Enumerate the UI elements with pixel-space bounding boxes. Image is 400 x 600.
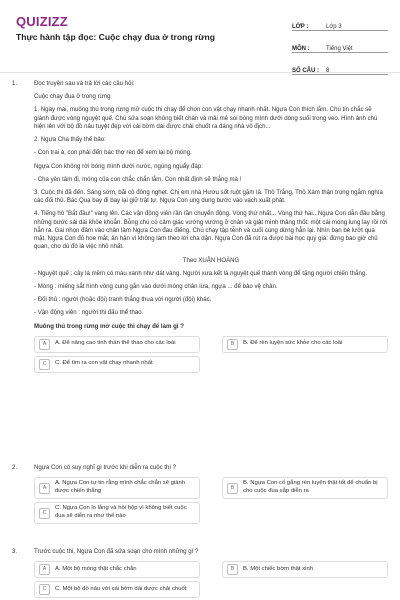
question-number: 3. (12, 548, 18, 555)
answer-option-b[interactable] (222, 336, 388, 353)
answer-options (34, 561, 388, 600)
answer-options (34, 477, 388, 527)
answer-option-b[interactable] (222, 477, 388, 499)
question-body (34, 464, 388, 527)
meta-label: MÔN : (292, 46, 310, 52)
quizizz-logo: QUIZIZZ (16, 14, 68, 29)
glossary-item: - Móng : miếng sắt hình vòng cung gắn vào dưới móng chân lừa, ngựa ... để bảo vệ chân. (34, 282, 278, 290)
meta-row-grade (292, 12, 388, 31)
question-text: Trước cuộc thi, Ngựa Con đã sửa soạn cho mình những gì ? (34, 548, 199, 555)
story-paragraph: 1. Ngày mai, muông thú trong rừng mở cuộc thi chạy để chọn con vật chạy nhanh nhất. Ngựa Con thích lắm. Chú tin chắc sẽ giành được vòng nguyệt quế. Chú sửa soạn không biết chán và mải mê soi bóng mình dưới dòng suối trong veo. Hình ảnh chú hiện lên với bộ đồ nâu tuyệt đẹp với cái bờm dài được chải chuốt ra dáng nhà vô địch... (34, 106, 378, 130)
option-text: C. Để tìm ra con vật chạy nhanh nhất (55, 360, 153, 367)
glossary-item: - Đối thủ : người (hoặc đội) tranh thắng thua với người (đội) khác. (34, 296, 212, 304)
option-text: C. Một bộ đồ nâu với cái bờm dài được chải chuốt (55, 585, 187, 592)
option-letter: B (227, 564, 238, 575)
story-paragraph: - Con trai à, con phải đến bác thợ rèn để xem lại bộ móng. (34, 149, 192, 157)
story-paragraph: Ngựa Con không rời bóng mình dưới nước, ngúng nguẩy đáp: (34, 162, 203, 170)
option-text: C. Ngựa Con lo lắng và hồi hộp vì không biết cuộc đua sẽ diễn ra như thế nào (55, 505, 187, 520)
story-paragraph: 4. Tiếng hô "Bắt đầu!" vang lên. Các vận động viên rần rần chuyển động. Vòng thứ nhất... Vòng thứ hai...Ngựa Con dẫn đầu bằng những bước sải dài khỏe khoắn. Bỗng chú có cảm giác vướng vướng ở chân và giật mình thảng thốt: một cái móng lung lay rồi rời hẳn ra. Gai nhọn đâm vào chân làm Ngựa Con đau điếng. Chú chạy tập tễnh và cuối cùng dừng hẳn lại. Nhìn bạn bè lướt qua mặt, Ngựa Con đỏ hoe mắt, ân hận vì không làm theo lời cha dặn. Ngựa Con đã rút ra được bài học quý giá: đừng bao giờ chủ quan, cho dù đó là việc nhỏ nhất. (34, 210, 388, 251)
meta-label: SỐ CÂU : (292, 68, 319, 74)
meta-row-count (292, 56, 388, 75)
option-text: A. Ngựa Con tự tin rằng mình chắc chắn sẽ giành được chiến thắng (55, 480, 186, 495)
meta-label: LỚP : (292, 24, 309, 30)
answer-options (34, 336, 388, 376)
instruction-text: Đọc truyện sau và trả lời các câu hỏi: (34, 80, 135, 87)
question-text: Ngựa Con có suy nghĩ gì trước khi diễn ra cuộc thi ? (34, 464, 176, 471)
question-number: 2. (12, 464, 18, 471)
worksheet-title: Thực hành tập đọc: Cuộc chạy đua ở trong rừng (16, 32, 216, 42)
worksheet-meta (292, 12, 388, 78)
story-paragraph: - Cha yên tâm đi, móng của con chắc chắn lắm. Con nhất định sẽ thắng mà ! (34, 175, 242, 183)
answer-option-c[interactable] (34, 581, 200, 598)
glossary-item: - Nguyệt quế : cây lá mềm có màu xanh như dát vàng. Người xưa kết lá nguyệt quế thành vòng để tặng người chiến thắng. (34, 269, 367, 277)
meta-value: Lớp 3 (326, 24, 342, 30)
option-letter: B (227, 339, 238, 350)
answer-option-b[interactable] (222, 561, 388, 578)
option-text: B. Để rèn luyện sức khỏe cho các loài (243, 340, 343, 347)
option-letter: C (39, 584, 50, 595)
option-text: B. Một chiếc bờm thật xinh (243, 565, 313, 572)
question-number: 1. (12, 80, 18, 87)
meta-value: 8 (326, 68, 330, 74)
answer-option-c[interactable] (34, 502, 200, 524)
question-body (34, 80, 388, 376)
glossary-item: - Vận động viên : người thi đấu thể thao. (34, 309, 144, 317)
answer-option-a[interactable] (34, 561, 200, 578)
option-text: A. Một bộ móng thật chắc chắn (55, 565, 137, 572)
option-letter: B (227, 483, 238, 494)
option-letter: A (39, 339, 50, 350)
option-letter: C (39, 508, 50, 519)
option-letter: A (39, 564, 50, 575)
worksheet-header (0, 0, 400, 73)
answer-option-c[interactable] (34, 356, 200, 373)
meta-row-subject (292, 34, 388, 53)
answer-option-a[interactable] (34, 336, 200, 353)
option-text: B. Ngựa Con cố gắng rèn luyện thật tốt để chuẩn bị cho cuộc đua sắp diễn ra (243, 480, 378, 495)
story-title: Cuộc chạy đua ở trong rừng (34, 93, 111, 101)
story-author: Theo XUÂN HOÀNG (182, 256, 240, 264)
answer-option-a[interactable] (34, 477, 200, 499)
story-paragraph: 3. Cuộc thi đã đến. Sáng sớm, bãi cỏ đông nghẹt. Chị em nhà Hươu sốt ruột gặm lá. Thỏ Trắng, Thỏ Xám thận trọng ngắm nghía các đối thủ. Bác Quạ bay đi bay lại giữ trật tự. Ngựa Con ung dung bước vào vạch xuất phát. (34, 188, 383, 205)
meta-value: Tiếng Việt (326, 46, 353, 52)
option-text: A. Để nâng cao tinh thần thể thao cho các loài (55, 340, 176, 347)
question-body (34, 548, 388, 600)
option-letter: A (39, 483, 50, 494)
option-letter: C (39, 359, 50, 370)
story-paragraph: 2. Ngựa Cha thấy thế bảo: (34, 136, 106, 144)
question-text: Muông thú trong rừng mở cuộc thi chạy để làm gì ? (34, 322, 184, 330)
